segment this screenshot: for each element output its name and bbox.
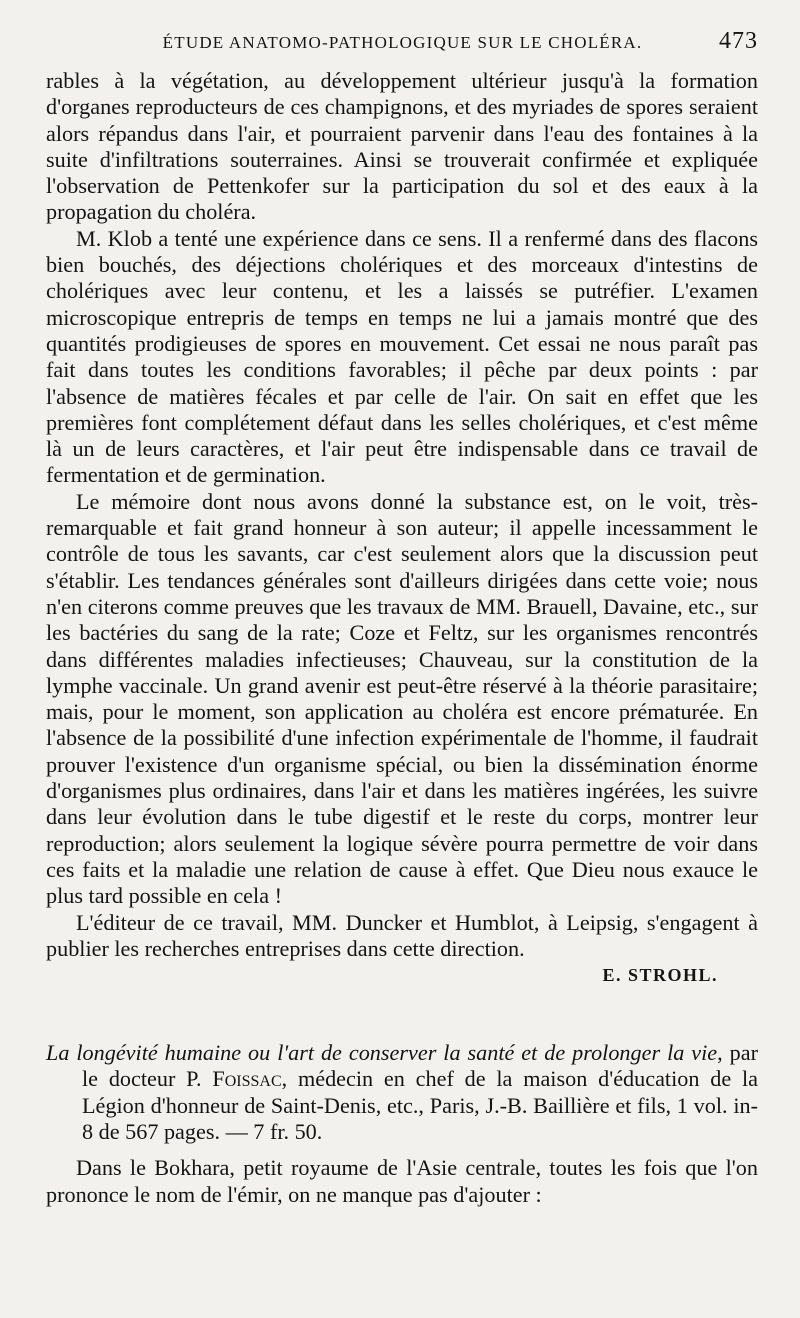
running-title: ÉTUDE ANATOMO-PATHOLOGIQUE SUR LE CHOLÉRA.: [162, 33, 643, 52]
paragraph-publisher: L'éditeur de ce travail, MM. Duncker et Humblot, à Leipsig, s'engagent à publier les recherches entreprises dans cette direction.: [46, 909, 758, 961]
paragraph-memoir-assessment: Le mémoire dont nous avons donné la substance est, on le voit, très-remarquable et fait grand honneur à son auteur; il appelle incessamment le contrôle de tous les savants, car c'est seulement alors que la discussion peut s'établir. Les tendances générales sont d'ailleurs dirigées dans cette voie; nous n'en citerons comme preuves que les travaux de MM. Brauell, Davaine, etc., sur les bactéries du sang de la rate; Coze et Feltz, sur les organismes rencontrés dans différentes maladies infectieuses; Chauveau, sur la constitution de la lymphe vaccinale. Un grand avenir est peut-être réservé à la théorie parasitaire; mais, pour le moment, son application au choléra est encore prématurée. En l'absence de la possibilité d'une infection expérimentale de l'homme, il faudrait prouver l'existence d'un organisme spécial, ou bien la dissémination énorme d'organismes plus ordinaires, dans l'air et dans les matières ingérées, les suivre dans leur évolution dans le tube digestif et le reste du corps, montrer leur reproduction; alors seulement la logique sévère pourra permettre de voir dans ces faits et la maladie une relation de cause à effet. Que Dieu nous exauce le plus tard possible en cela !: [46, 488, 758, 909]
paragraph-review-opening: Dans le Bokhara, petit royaume de l'Asie centrale, toutes les fois que l'on prononce le nom de l'émir, on ne manque pas d'ajouter :: [46, 1155, 758, 1207]
book-title: La longévité humaine ou l'art de conserver la santé et de prolonger la vie: [46, 1040, 718, 1066]
author-signature: E. STROHL.: [602, 965, 718, 986]
book-page: [46, 28, 758, 1208]
book-review-heading: [46, 1040, 758, 1145]
paragraph-continuation: rables à la végétation, au développement ultérieur jusqu'à la formation d'organes reproducteurs de ces champignons, et des myriades de spores seraient alors répandus dans l'air, et pourraient parvenir dans l'eau des fontaines à la suite d'infiltrations souterraines. Ainsi se trouverait confirmée et expliquée l'observation de Pettenkofer sur la participation du sol et des eaux à la propagation du choléra.: [46, 68, 758, 225]
book-by: , par le docteur P.: [82, 1040, 758, 1092]
paragraph-klob-experiment: M. Klob a tenté une expérience dans ce sens. Il a renfermé dans des flacons bien bouchés, des déjections cholériques et des morceaux d'intestins de cholériques avec leur contenu, et les a laissés se putréfier. L'examen microscopique entrepris de temps en temps ne lui a jamais montré que des quantités prodigieuses de spores en mouvement. Cet essai ne nous paraît pas fait dans toutes les conditions favorables; il pêche par deux points : par l'absence de matières fécales et par celle de l'air. On sait en effet que les premières font complétement défaut dans les selles cholériques, et c'est même là un de leurs caractères, et l'air peut être indispensable dans ce travail de fermentation et de germination.: [46, 225, 758, 488]
running-header: [46, 28, 758, 68]
page-number: 473: [719, 28, 758, 54]
book-details: , médecin en chef de la maison d'éducation de la Légion d'honneur de Saint-Denis, etc., Paris, J.-B. Baillière et fils, 1 vol. in-8 de 567 pages. — 7 fr. 50.: [82, 1066, 758, 1144]
book-author: Foissac: [212, 1066, 282, 1092]
